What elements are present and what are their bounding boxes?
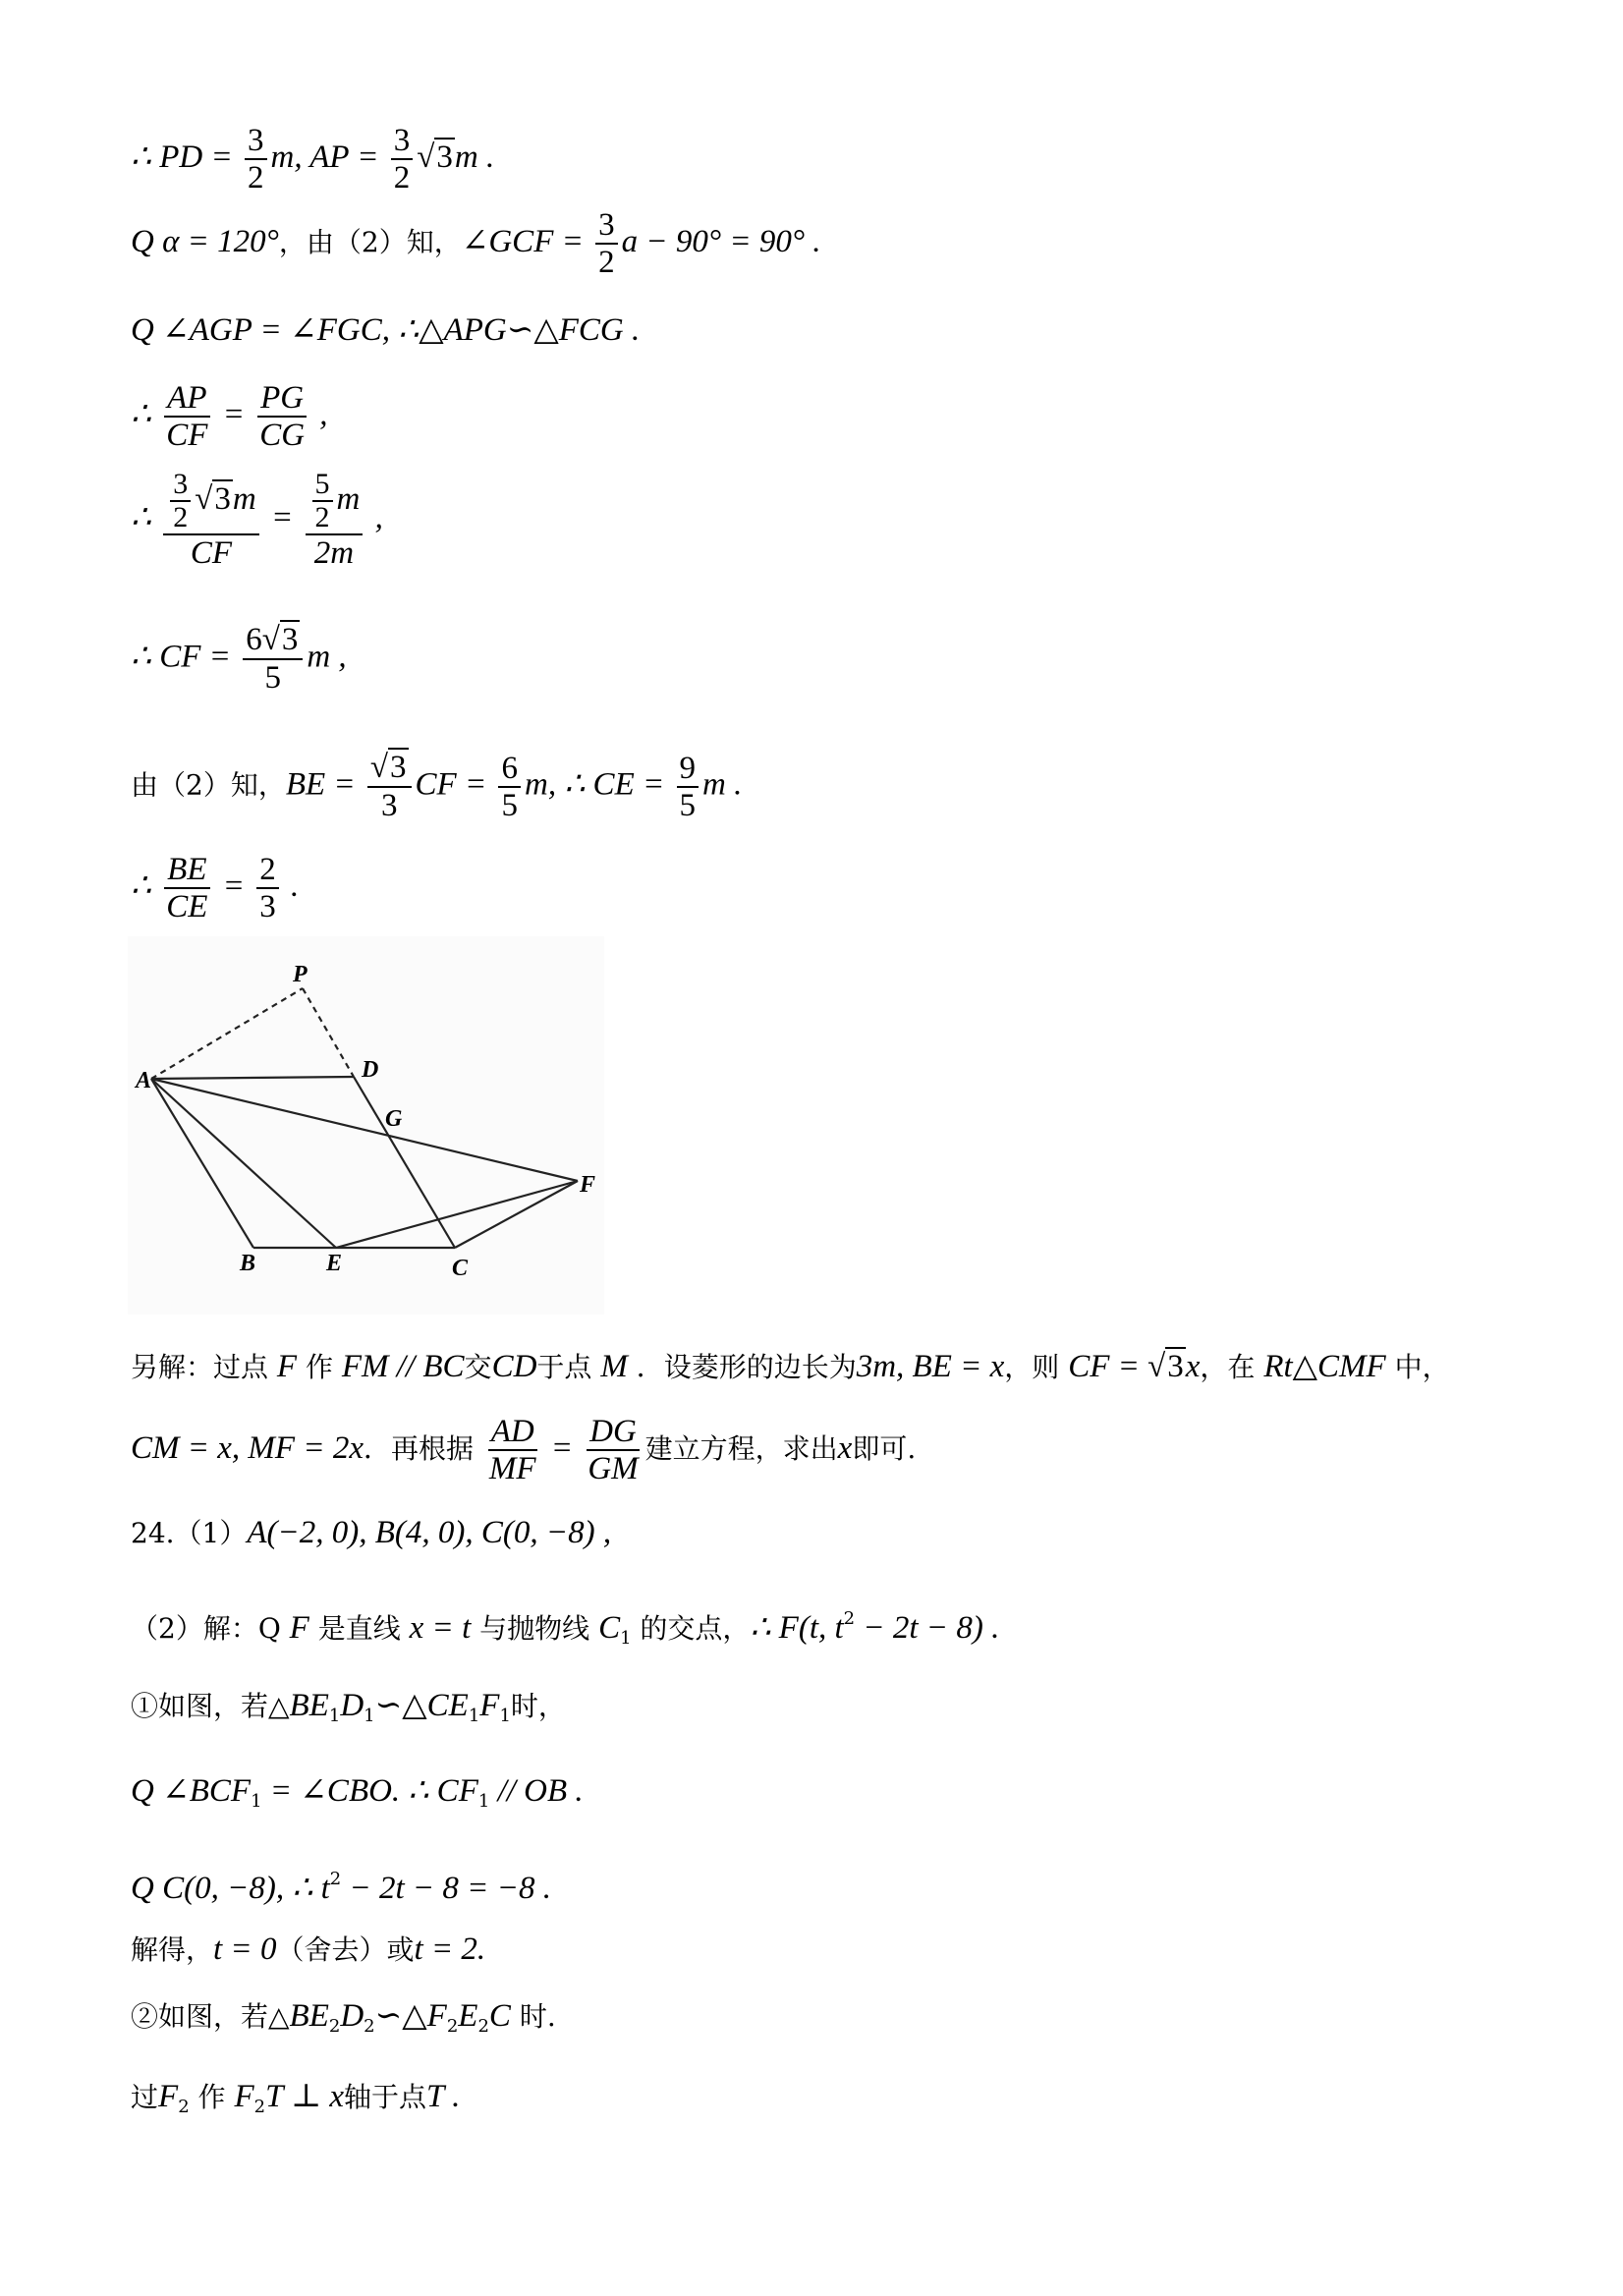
label-B: B [240, 1251, 256, 1276]
fraction: $\frac{2}{3}$ [256, 853, 279, 924]
line-8: ∴ $\frac{BE}{CE}$ = $\frac{2}{3}$ . [131, 852, 300, 924]
fraction: $\frac{3}{2}$ [245, 124, 267, 195]
fraction: $\frac{6√3}{5}$ [243, 623, 303, 695]
segment-AB [151, 1079, 253, 1248]
line-6: ∴ CF = $\frac{6√3}{5}$ m , [131, 622, 347, 696]
line-15: Q C(0, −8), ∴ $t^2 - 2t - 8 = -8$ . [131, 1869, 551, 1906]
line-5: ∴ $\frac{3}{2}$ √3m CF = $\frac{5}{2}$ m 2m , [131, 468, 383, 571]
fraction: $\frac{AP}{CF}$ [163, 381, 210, 452]
line-17: ②如图，若$\triangle BE_2D_2∽\triangle F_2E_2C$ 时. [131, 1998, 556, 2037]
line-1: ∴ PD = $\frac{3}{2}$ m, AP = $\frac{3}{2}$ √3m . [131, 123, 495, 196]
segment-EF [336, 1181, 578, 1248]
fraction: $\frac{6}{5}$ [498, 752, 521, 822]
fraction: $\frac{BE}{CE}$ [163, 853, 210, 924]
label-G: G [385, 1106, 403, 1132]
segment-DC [354, 1077, 455, 1248]
label-C: C [452, 1256, 469, 1281]
fraction: $\frac{9}{5}$ [677, 752, 700, 822]
segment-PD [303, 988, 354, 1077]
line-3: Q ∠AGP = ∠FGC, ∴△APG∽△FCG . [131, 312, 641, 348]
label-P: P [293, 962, 308, 987]
label-F: F [580, 1172, 596, 1198]
label-A: A [136, 1068, 152, 1093]
fraction: $\frac{√3}{3}$ [367, 751, 412, 822]
line-4: ∴ $\frac{AP}{CF}$ = $\frac{PG}{CG}$ , [131, 380, 328, 453]
line-13: ①如图，若$\triangle BE_1D_1∽\triangle CE_1F_1$时， [131, 1688, 566, 1726]
segment-AP [151, 988, 303, 1079]
rhombus-diagram [128, 936, 604, 1315]
complex-fraction: $\frac{3}{2}$ √3m CF [163, 470, 258, 570]
line-10: CM = x, MF = 2x．再根据 $\frac{AD}{MF}$ = $\frac{DG}{GM}$ 建立方程，求出x即可. [131, 1414, 917, 1486]
line-2: Q α = 120°，由（2）知，∠GCF = $\frac{3}{2}$ a − 90° = 90° . [131, 207, 821, 280]
label-E: E [326, 1251, 343, 1276]
fraction: $\frac{3}{2}$ [391, 124, 414, 195]
geometry-figure [128, 936, 604, 1315]
segment-AE [151, 1079, 336, 1248]
segment-CF [455, 1181, 578, 1248]
line-18: 过$F_2$ 作 $F_2T$ ⊥ x轴于点T . [131, 2079, 461, 2117]
fraction: $\frac{DG}{GM}$ [588, 1414, 639, 1486]
fraction: $\frac{AD}{MF}$ [488, 1414, 536, 1486]
complex-fraction: $\frac{5}{2}$ m 2m [306, 470, 364, 570]
line-11: 24.（1）A(−2, 0), B(4, 0), C(0, −8) , [131, 1515, 612, 1550]
line-7: 由（2）知，BE = $\frac{√3}{3}$ CF = $\frac{6}{5}$ m, ∴ CE = $\frac{9}{5}$ m . [131, 750, 743, 823]
line-12: （2）解：Q F 是直线 x = t 与抛物线 $C_1$ 的交点，∴ F(t, $t^2 - 2t - 8$) . [131, 1608, 1000, 1649]
label-D: D [362, 1057, 379, 1083]
line-14: Q $\angle BCF_1$ = ∠CBO. ∴ $CF_1$ // OB . [131, 1773, 584, 1812]
segment-AD [151, 1077, 354, 1079]
fraction: $\frac{PG}{CG}$ [256, 381, 308, 452]
line-9: 另解：过点 F 作 FM // BC交CD于点 M ．设菱形的边长为3m, BE = x，则 CF = √3x，在 Rt△CMF 中， [131, 1349, 1450, 1384]
fraction: $\frac{3}{2}$ [595, 208, 618, 279]
line-16: 解得，t = 0（舍去）或t = 2. [131, 1932, 486, 1967]
